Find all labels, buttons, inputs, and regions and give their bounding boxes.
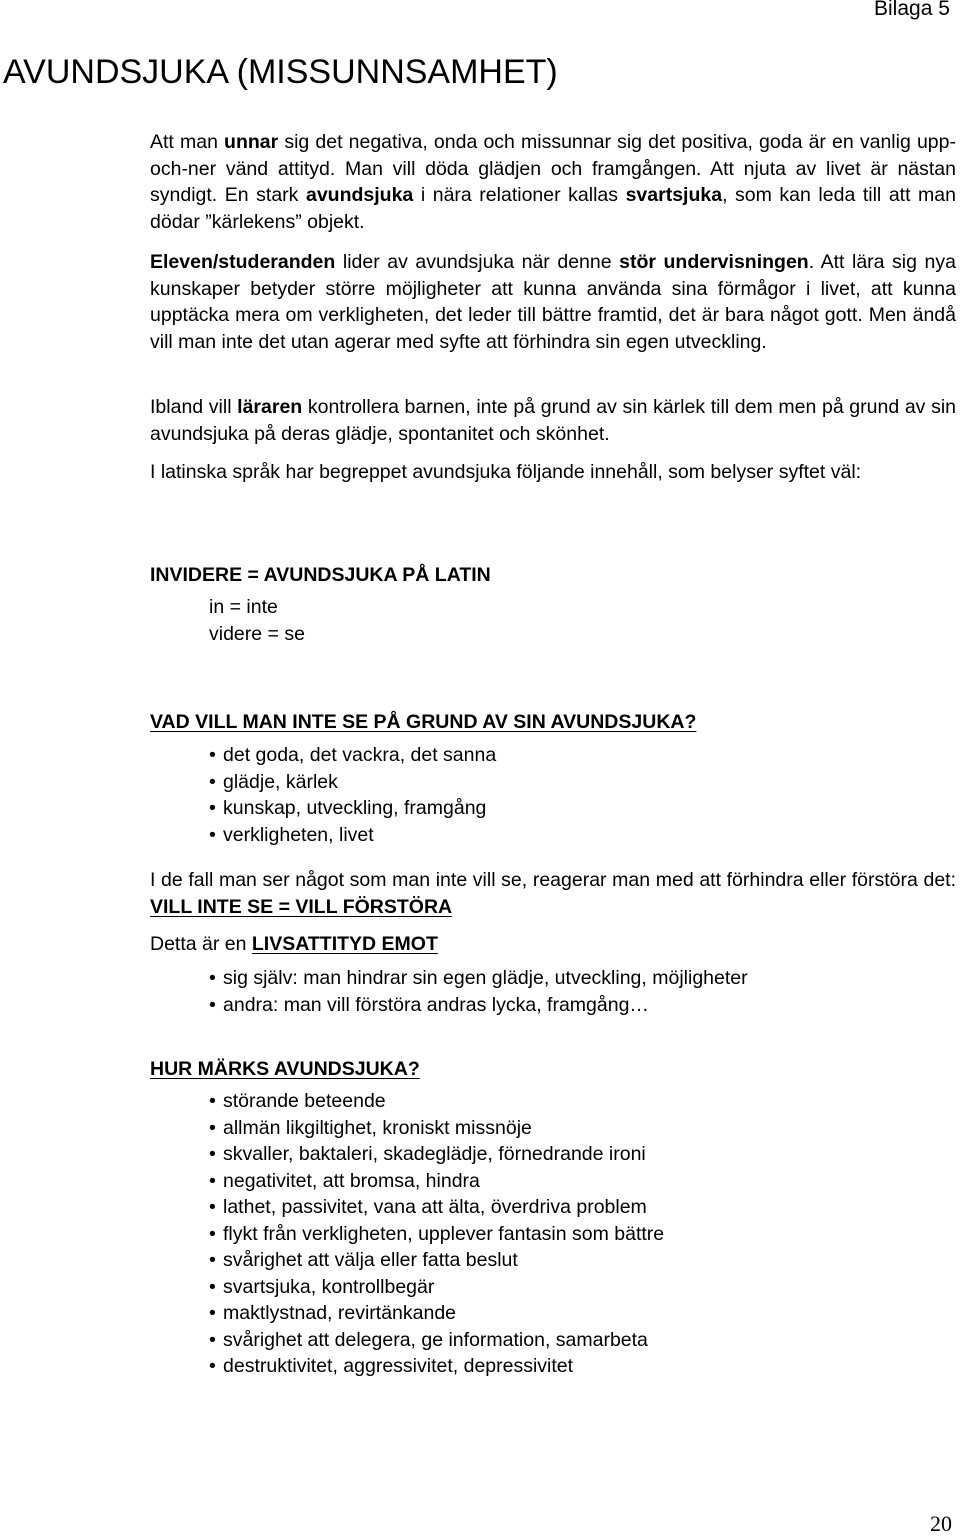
list-item-text: glädje, kärlek — [223, 770, 338, 793]
list-item — [209, 1300, 664, 1327]
bullet-icon: • — [209, 770, 216, 793]
bullet-icon: • — [209, 1222, 216, 1245]
heading-hur-marks-avundsjuka: HUR MÄRKS AVUNDSJUKA? — [150, 1058, 420, 1080]
list-item — [209, 1088, 664, 1115]
list-item-text: sig själv: man hindrar sin egen glädje, utveckling, möjligheter — [223, 967, 748, 989]
intro-paragraph — [150, 129, 956, 235]
bullet-icon: • — [209, 1143, 216, 1165]
list-item — [209, 769, 496, 796]
intro-bold-avundsjuka: avundsjuka — [305, 184, 414, 206]
conclusion-text: I de fall man ser något som man inte vill se, reagerar man med att förhindra eller förstöra det: — [150, 869, 956, 891]
list-item-text: störande beteende — [223, 1090, 386, 1112]
bullet-icon: • — [209, 1090, 216, 1112]
list-item-text: maktlystnad, revirtänkande — [223, 1302, 457, 1324]
list-item-text: andra: man vill förstöra andras lycka, framgång… — [223, 993, 649, 1016]
conclusion-paragraph — [150, 867, 956, 920]
bullet-icon: • — [209, 1196, 216, 1218]
list-item — [209, 1353, 664, 1380]
bullet-icon: • — [209, 1302, 216, 1324]
student-text-1: lider av avundsjuka när denne — [335, 251, 620, 273]
student-text-2: . Att lära sig nya kunskaper betyder större möjligheter att kunna använda sina förmågor i livet, att kunna upptäcka mera om verkligheten, det leder till bättre framtid, det är bara något gott. Men ändå vill man inte det utan agerar med syfte att förhindra sin egen utveckling. — [150, 251, 956, 353]
list-item-text: det goda, det vackra, det sanna — [223, 744, 497, 766]
bullet-icon: • — [209, 993, 216, 1016]
student-bold-eleven: Eleven/studeranden — [150, 251, 336, 273]
bullet-icon: • — [209, 823, 216, 846]
list-item-text: svartsjuka, kontrollbegär — [223, 1275, 435, 1298]
latin-heading: INVIDERE = AVUNDSJUKA PÅ LATIN — [150, 564, 491, 586]
bullet-icon: • — [209, 1275, 216, 1298]
list-signs — [209, 1088, 664, 1380]
list-item-text: verkligheten, livet — [223, 823, 374, 846]
latin-line-in: in = inte — [209, 596, 278, 618]
intro-text-1: Att man — [150, 131, 225, 153]
list-item-text: allmän likgiltighet, kroniskt missnöje — [223, 1116, 532, 1139]
list-item — [209, 795, 496, 822]
bullet-icon: • — [209, 1249, 216, 1271]
teacher-bold-lararen: läraren — [237, 396, 303, 418]
list-item — [209, 1327, 664, 1354]
list-item-text: negativitet, att bromsa, hindra — [223, 1169, 480, 1192]
teacher-text-2: kontrollera barnen, inte på grund av sin kärlek till dem men på grund av sin avundsjuka på deras glädje, spontanitet och skönhet. — [150, 396, 956, 445]
bullet-icon: • — [209, 797, 216, 819]
conclusion-emphasis: VILL INTE SE = VILL FÖRSTÖRA — [150, 895, 453, 918]
list-item-text: lathet, passivitet, vana att älta, överdriva problem — [223, 1196, 647, 1218]
list-item — [209, 1274, 664, 1301]
list-item-text: destruktivitet, aggressivitet, depressivitet — [223, 1355, 574, 1377]
bullet-icon: • — [209, 1169, 216, 1192]
intro-text-2: sig det negativa, onda och missunnar sig det positiva, goda är en vanlig upp-och-ner vänd attityd. Man vill döda glädjen och framgången. Att njuta av livet är nästan syndigt. En stark — [150, 131, 956, 206]
intro-text-4: , som kan leda till att man dödar ”kärlekens” objekt. — [150, 184, 956, 233]
latin-paragraph: I latinska språk har begreppet avundsjuka följande innehåll, som belyser syftet väl: — [150, 461, 862, 483]
list-item — [209, 1115, 664, 1142]
page-number: 20 — [930, 1511, 952, 1536]
teacher-paragraph — [150, 394, 956, 447]
attitude-line — [150, 931, 956, 958]
list-item — [209, 742, 496, 769]
list-item — [209, 822, 496, 849]
heading-vad-vill-man-inte-se: VAD VILL MAN INTE SE PÅ GRUND AV SIN AVUNDSJUKA? — [150, 711, 697, 733]
list-item — [209, 992, 748, 1019]
list-item-text: svårighet att delegera, ge information, samarbeta — [223, 1328, 648, 1351]
list-item — [209, 1194, 664, 1221]
list-item-text: skvaller, baktaleri, skadeglädje, förnedrande ironi — [223, 1143, 646, 1165]
attitude-emphasis: LIVSATTITYD EMOT — [251, 933, 438, 955]
list-item-text: svårighet att välja eller fatta beslut — [223, 1249, 518, 1271]
list-item — [209, 1247, 664, 1274]
intro-text-3: i nära relationer kallas — [413, 184, 626, 206]
intro-bold-svartsjuka: svartsjuka — [625, 184, 723, 206]
list-item — [209, 1168, 664, 1195]
list-item-text: kunskap, utveckling, framgång — [223, 797, 487, 819]
bullet-icon: • — [209, 1328, 216, 1351]
list-item-text: flykt från verkligheten, upplever fantasin som bättre — [223, 1222, 665, 1245]
student-bold-stor: stör undervisningen — [619, 251, 809, 273]
bullet-icon: • — [209, 967, 216, 989]
attitude-text: Detta är en — [150, 933, 252, 955]
bullet-icon: • — [209, 1355, 216, 1377]
student-paragraph — [150, 249, 956, 355]
list-attitude — [209, 965, 748, 1018]
appendix-label: Bilaga 5 — [874, 0, 950, 20]
list-item — [209, 1221, 664, 1248]
intro-bold-unnar: unnar — [224, 131, 279, 153]
list-not-see — [209, 742, 496, 848]
list-item — [209, 1141, 664, 1168]
teacher-text-1: Ibland vill — [150, 396, 238, 418]
latin-line-videre: videre = se — [209, 623, 305, 645]
list-item — [209, 965, 748, 992]
page-title: AVUNDSJUKA (MISSUNNSAMHET) — [3, 53, 558, 91]
bullet-icon: • — [209, 744, 216, 766]
bullet-icon: • — [209, 1116, 216, 1139]
